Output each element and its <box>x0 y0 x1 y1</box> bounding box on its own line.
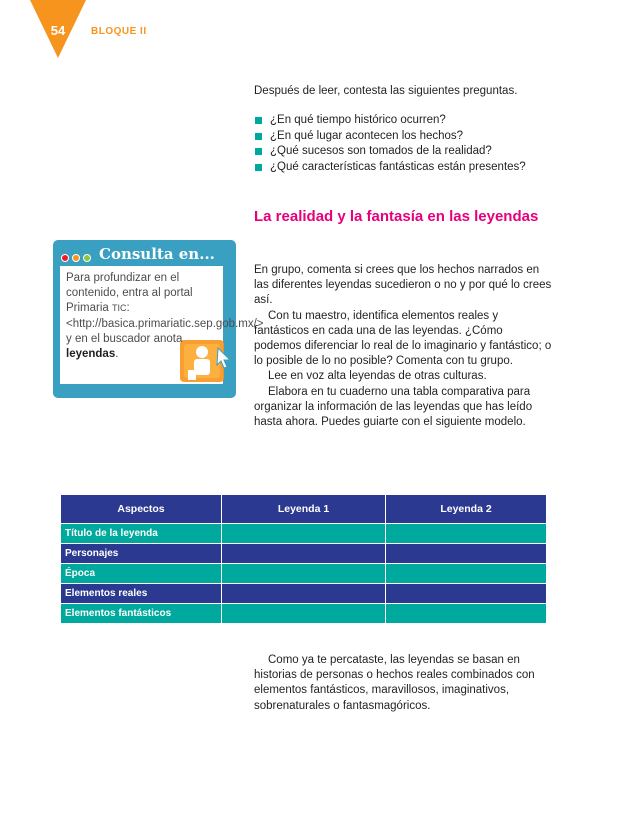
table-cell <box>222 544 386 564</box>
table-row <box>61 544 547 564</box>
paragraph: Con tu maestro, identifica elementos reales y fantásticos en cada una de las leyendas. ¿Cómo podemos diferenciar lo real de lo imaginario y fantástico; o lo posible de lo no posible? Comenta con tu grupo. <box>254 309 552 368</box>
paragraph: Lee en voz alta leyendas de otras culturas. <box>268 370 487 383</box>
list-item <box>254 113 554 129</box>
table-cell <box>386 584 547 604</box>
table-cell <box>222 604 386 624</box>
list-item <box>254 129 554 145</box>
square-bullet-icon <box>255 133 262 140</box>
page-number: 54 <box>50 23 66 38</box>
green-dot-icon <box>83 254 91 262</box>
closing-text <box>254 653 554 714</box>
question-text: ¿En qué tiempo histórico ocurren? <box>270 114 446 126</box>
consulta-link-text: : <http://basica.primariatic.sep.gob.mx/> y en el buscador anota <box>66 302 264 345</box>
question-list <box>254 113 554 175</box>
square-bullet-icon <box>255 148 262 155</box>
table-cell <box>386 604 547 624</box>
question-text: ¿Qué características fantásticas están presentes? <box>270 160 526 173</box>
row-label: Personajes <box>61 544 222 564</box>
column-header: Leyenda 2 <box>386 495 547 524</box>
square-bullet-icon <box>255 164 262 171</box>
table-cell <box>386 544 547 564</box>
window-dots <box>61 249 94 267</box>
column-header: Leyenda 1 <box>222 495 386 524</box>
table-row <box>61 584 547 604</box>
square-bullet-icon <box>255 117 262 124</box>
row-label: Elementos reales <box>61 584 222 604</box>
table-row <box>61 524 547 544</box>
red-dot-icon <box>61 254 69 262</box>
paragraph: En grupo, comenta si crees que los hechos narrados en las diferentes leyendas sucedieron o no y por qué lo crees así. <box>254 264 552 307</box>
section-label: BLOQUE II <box>91 26 147 37</box>
list-item <box>254 160 554 176</box>
section-title: La realidad y la fantasía en las leyendas <box>254 208 539 225</box>
table-cell <box>386 564 547 584</box>
consulta-header <box>53 240 236 266</box>
table-cell <box>222 564 386 584</box>
search-keyword: leyendas <box>66 348 116 361</box>
paragraph: Como ya te percataste, las leyendas se basan en historias de personas o hechos reales combinados con elementos fantásticos, maravillosos, imaginativos, sobrenaturales o fantasmagóricos. <box>254 654 535 712</box>
question-text: ¿Qué sucesos son tomados de la realidad? <box>270 145 492 157</box>
body-paragraphs <box>254 263 552 430</box>
consulta-text-part: Para profundizar en el contenido, entra al portal Primaria <box>66 272 193 315</box>
row-label: Título de la leyenda <box>61 524 222 544</box>
row-label: Elementos fantásticos <box>61 604 222 624</box>
table-header-row <box>61 495 547 524</box>
intro-text: Después de leer, contesta las siguientes preguntas. <box>254 85 518 97</box>
question-text: ¿En qué lugar acontecen los hechos? <box>270 129 464 142</box>
list-item <box>254 144 554 160</box>
table-row <box>61 564 547 584</box>
column-header: Aspectos <box>61 495 222 524</box>
table-row <box>61 604 547 624</box>
consulta-text-end: . <box>115 348 119 361</box>
paragraph: Elabora en tu cuaderno una tabla comparativa para organizar la información de las leyendas que has leído hasta ahora. Puedes guiarte con el siguiente modelo. <box>254 385 533 429</box>
orange-dot-icon <box>72 254 80 262</box>
table-cell <box>222 524 386 544</box>
comparison-table <box>60 494 547 624</box>
consulta-title: Consulta en... <box>99 245 215 263</box>
consulta-text <box>66 271 264 362</box>
table-cell <box>386 524 547 544</box>
tic-label: TIC <box>112 303 127 314</box>
table-cell <box>222 584 386 604</box>
row-label: Época <box>61 564 222 584</box>
